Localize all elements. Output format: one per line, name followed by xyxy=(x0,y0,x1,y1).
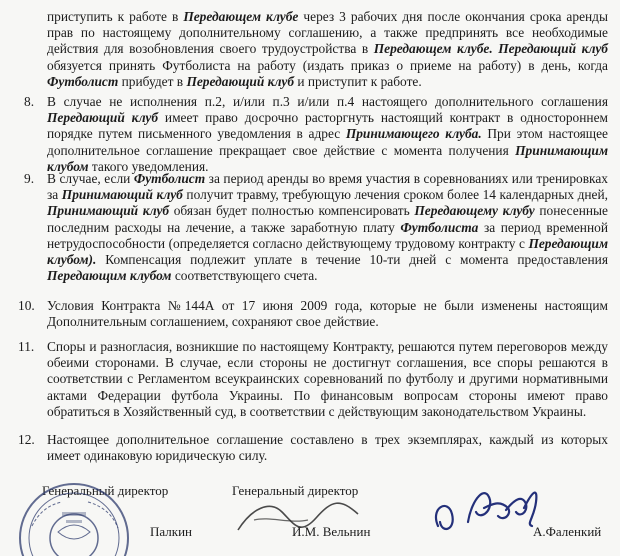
clause-12-number: 12. xyxy=(18,432,35,447)
middle-signatory-name: И.М. Вельнин xyxy=(292,524,371,539)
clause-9: В случае, если Футболист за период аренды во время участия в соревнованиях или тренировках за Принимающий клуб получит травму, требующую лечения сроком более 14 календарных дней, Принимающий клуб обязан будет полностью компенсировать Передающему клубу понесенные последним расходы на лечение, а также заработную плату Футболиста за период временной нетрудоспособности (определяется согласно действующему трудовому контракту с Передающим клубом). Компенсация подлежит уплате в течение 10-ти дней с момента предоставления Передающим клубом соответствующего счета. xyxy=(47,171,609,284)
clause-9-number: 9. xyxy=(24,171,35,186)
clause-10: Условия Контракта №144А от 17 июня 2009 года, которые не были изменены настоящим Дополнительным соглашением, сохраняют свое действие. xyxy=(47,298,608,330)
left-signatory-title: Генеральный директор xyxy=(42,483,169,498)
clause-12: Настоящее дополнительное соглашение составлено в трех экземплярах, каждый из которых имеет одинаковую юридическую силу. xyxy=(47,432,608,464)
clause-7-continuation: приступить к работе в Передающем клубе через 3 рабочих дня после окончания срока аренды прав по настоящему дополнительному соглашению, а также предпринять все необходимые действия для возобновления своего трудоустройства в Передающем клубе. Передающий клуб обязуется принять Футболиста на работу (издать приказ о приеме на работу) в день, когда Футболист прибудет в Передающий клуб и приступит к работе. xyxy=(47,9,608,89)
right-signature-icon xyxy=(428,478,548,538)
clause-11: Споры и разногласия, возникшие по настоящему Контракту, решаются путем переговоров между обеими сторонами. В случае, если стороны не достигнут соглашения, все споры решаются в соответствии с Регламентом всеукраинских соревнований по футболу и другими нормативными актами Федерации футбола Украины. По финансовым вопросам стороны имеют право обратиться в Хозяйственный суд, в соответствии с действующим законодательством Украины. xyxy=(47,339,608,419)
right-signatory-name: А.Фаленкий xyxy=(533,524,602,539)
clause-10-number: 10. xyxy=(18,298,35,313)
clause-8: В случае не исполнения п.2, и/или п.3 и/или п.4 настоящего дополнительного соглашения Передающий клуб имеет право досрочно расторгнуть настоящий контракт в одностороннем порядке путем письменного уведомления в адрес Принимающего клуба. При этом настоящее дополнительное соглашение прекращает свое действие с момента получения Принимающим клубом такого уведомления. xyxy=(47,94,608,174)
clause-11-number: 11. xyxy=(18,339,35,354)
middle-signatory-title: Генеральный директор xyxy=(232,483,359,498)
organization-stamp-icon xyxy=(2,476,142,556)
left-signatory-name: Палкин xyxy=(150,524,192,539)
clause-8-number: 8. xyxy=(24,94,35,109)
